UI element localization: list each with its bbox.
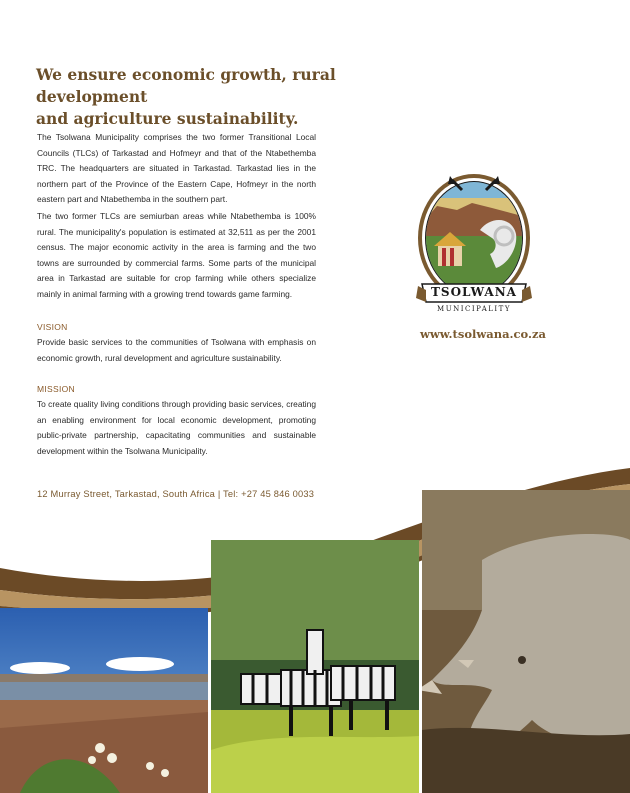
- page-headline: [36, 64, 336, 130]
- landscape-photo: [0, 608, 208, 793]
- zebra-photo: [211, 540, 419, 793]
- vision-text: Provide basic services to the communities of Tsolwana with emphasis on economic growth, rural development and agriculture sustainability.: [37, 337, 316, 363]
- municipality-logo: [412, 168, 536, 318]
- mission-heading: MISSION: [37, 384, 75, 394]
- website-link[interactable]: www.tsolwana.co.za: [420, 327, 546, 341]
- vision-heading: VISION: [37, 322, 68, 332]
- rhino-image-icon: [422, 490, 630, 793]
- contact-address: 12 Murray Street, Tarkastad, South Africa | Tel: +27 45 846 0033: [37, 489, 315, 499]
- intro-paragraph-2: The two former TLCs are semiurban areas while Ntabethemba is 100% rural. The municipality's population is estimated at 32,511 as per the 2001 census. The major economic activity in the area is farming and the two towns are surrounded by commercial farms. Some parts of the municipal area in Tarkastad are suitable for crop farming while others specialize mainly in animal farming with a growing trend towards game farming.: [37, 211, 316, 299]
- mission-text: To create quality living conditions through providing basic services, creating an enabling environment for local economic development, promoting public-private partnership, capacitating communities and sustainable development within the Tsolwana Municipality.: [37, 399, 316, 456]
- headline-line-2: and agriculture sustainability.: [36, 109, 299, 128]
- headline-line-1: We ensure economic growth, rural development: [36, 65, 336, 106]
- logo-name: TSOLWANA: [431, 285, 517, 299]
- landscape-image-icon: [0, 608, 208, 793]
- rhino-photo: [422, 490, 630, 793]
- zebra-image-icon: [211, 540, 419, 793]
- logo-subtitle: MUNICIPALITY: [437, 305, 511, 313]
- intro-paragraph-1: The Tsolwana Municipality comprises the two former Transitional Local Councils (TLCs) of Tarkastad and Hofmeyr and that of the Ntabethemba TRC. The headquarters are situated in Tarkastad. Tarkastad lies in the northern part of the Province of the Eastern Cape, Hofmeyr in the north eastern part and Ntabethemba in the southern part.: [37, 132, 316, 205]
